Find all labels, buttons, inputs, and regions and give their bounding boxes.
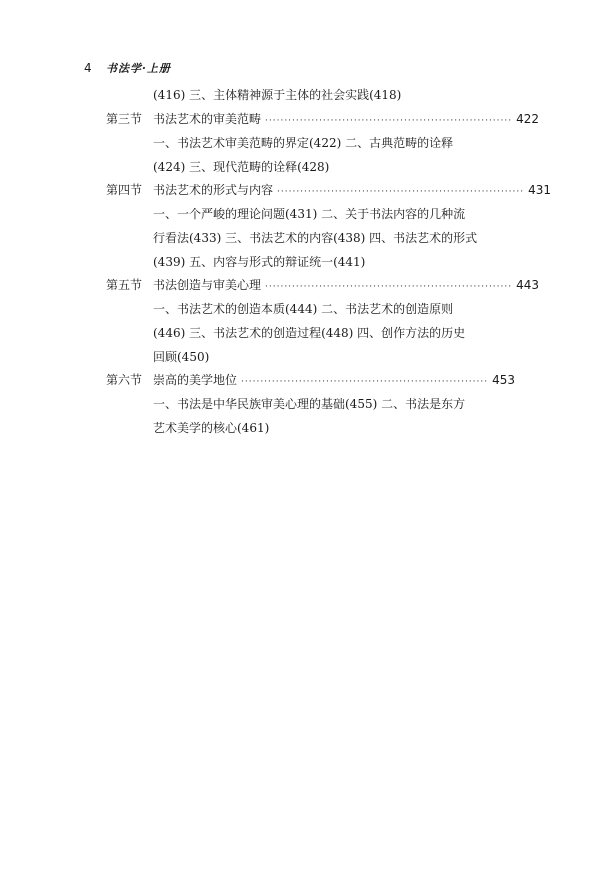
section-label: 第三节 (106, 112, 143, 126)
section-title: 崇高的美学地位 (153, 373, 238, 387)
section-page: 453 (492, 373, 516, 387)
toc-line: 回顾(450) (153, 350, 210, 364)
toc-line: (439) 五、内容与形式的辩证统一(441) (153, 255, 366, 269)
leader-dots: ································································ (265, 116, 513, 126)
leader-dots: ································································ (241, 377, 489, 387)
section-page: 443 (516, 278, 540, 292)
section-label: 第四节 (106, 183, 143, 197)
toc-line: (446) 三、书法艺术的创造过程(448) 四、创作方法的历史 (153, 326, 466, 340)
toc-line: 一、书法艺术审美范畴的界定(422) 二、古典范畴的诠释 (153, 136, 454, 150)
section-label: 第五节 (106, 278, 143, 292)
running-title: 书法学·上册 (106, 62, 171, 75)
section-label: 第六节 (106, 373, 143, 387)
section-title-row (153, 278, 540, 294)
section-title-row (153, 183, 552, 199)
page-header (84, 60, 171, 76)
page-number: 4 (84, 61, 92, 75)
leader-dots: ································································ (265, 282, 513, 292)
section-page: 431 (528, 183, 552, 197)
section-title-row (153, 112, 540, 128)
toc-line: 行看法(433) 三、书法艺术的内容(438) 四、书法艺术的形式 (153, 231, 478, 245)
toc-line: (416) 三、主体精神源于主体的社会实践(418) (153, 88, 402, 102)
section-title-row (153, 373, 516, 389)
section-title: 书法艺术的形式与内容 (153, 183, 274, 197)
section-page: 422 (516, 112, 540, 126)
toc-line: 一、一个严峻的理论问题(431) 二、关于书法内容的几种流 (153, 207, 466, 221)
toc-line: 艺术美学的核心(461) (153, 421, 270, 435)
leader-dots: ································································ (277, 187, 525, 197)
toc-line: (424) 三、现代范畴的诠释(428) (153, 160, 330, 174)
toc-line: 一、书法是中华民族审美心理的基础(455) 二、书法是东方 (153, 397, 466, 411)
toc-line: 一、书法艺术的创造本质(444) 二、书法艺术的创造原则 (153, 302, 454, 316)
section-title: 书法创造与审美心理 (153, 278, 262, 292)
section-title: 书法艺术的审美范畴 (153, 112, 262, 126)
